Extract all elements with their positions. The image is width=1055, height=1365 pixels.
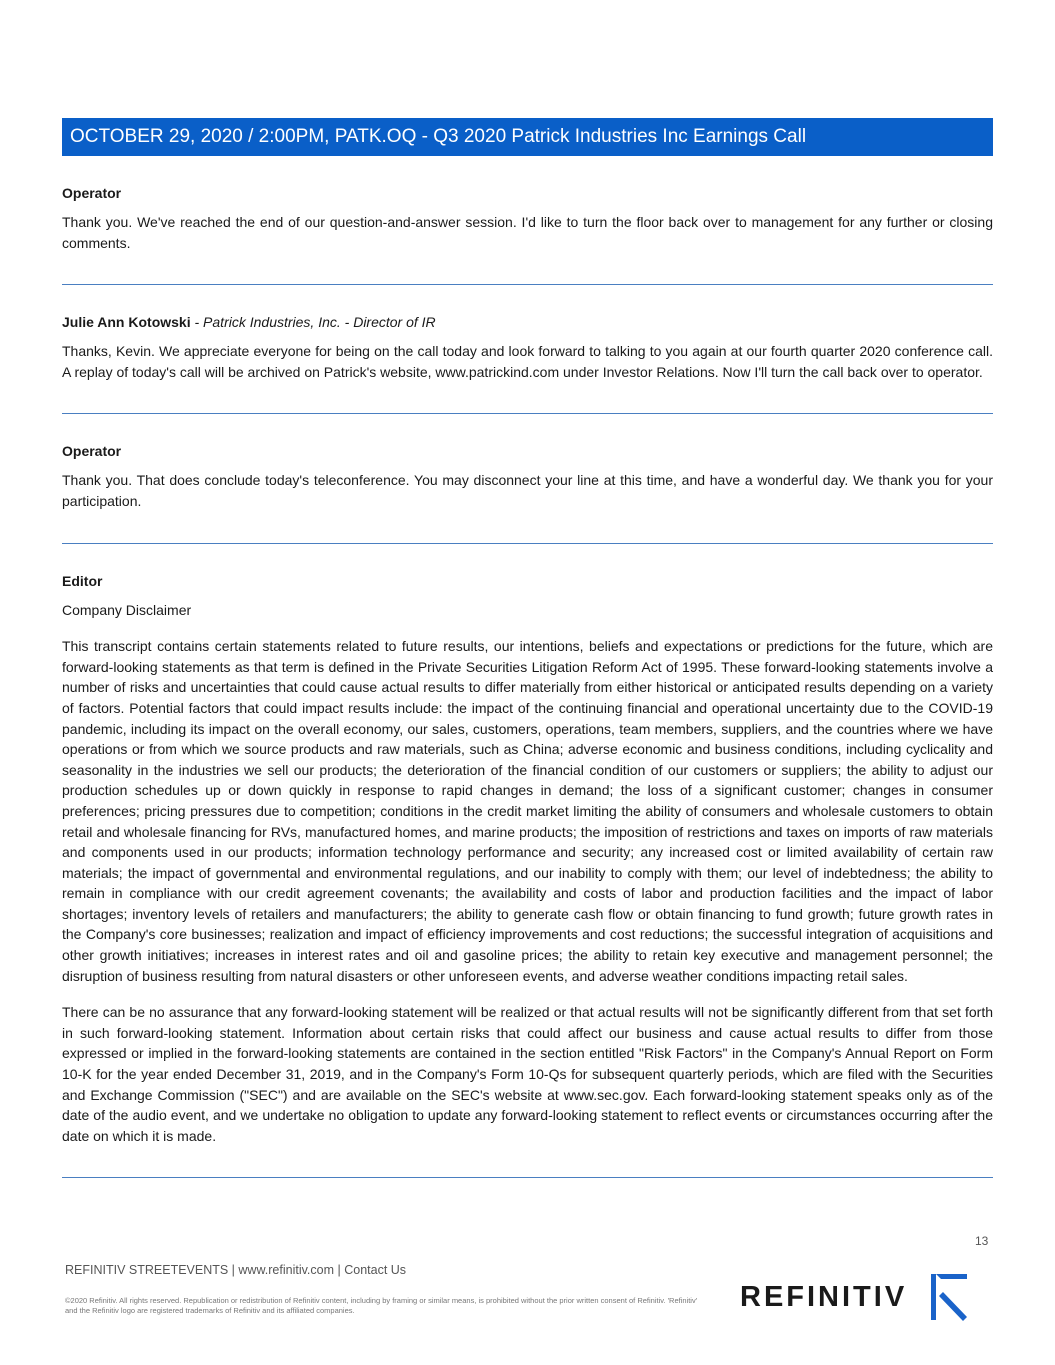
speaker-name: Operator xyxy=(62,443,122,460)
paragraph: There can be no assurance that any forward-looking statement will be realized or that actual results will not be significantly different from that set forth in such forward-looking statement. Information about certain risks that could affect our business and cause actual results to differ from those expressed or implied in the forward-looking statements are contained in the section entitled "Risk Factors" in the Company's Annual Report on Form 10-K for the year ended December 31, 2019, and in the Company's Form 10-Qs for subsequent quarterly periods, which are filed with the Securities and Exchange Commission ("SEC") and are available on the SEC's website at www.sec.gov. Each forward-looking statement speaks only as of the date of the audio event, and we undertake no obligation to update any forward-looking statement to reflect events or circumstances occurring after the date on which it is made. xyxy=(62,1004,993,1144)
document-header xyxy=(62,118,993,156)
paragraph: This transcript contains certain statements related to future results, our intentions, beliefs and expectations or predictions for the future, which are forward-looking statements as that term is defined in the Private Securities Litigation Reform Act of 1995. These forward-looking statements involve a number of risks and uncertainties that could cause actual results to differ materially from either historical or anticipated results depending on a variety of factors. Potential factors that could impact results include: the impact of the continuing financial and operational uncertainty due to the COVID-19 pandemic, including its impact on the overall economy, our sales, customers, operations, team members, suppliers, and the countries where we have operations or from which we source products and raw materials, such as China; adverse economic and business conditions, including cyclicality and seasonality in the industries we sell our products; the deterioration of the financial condition of our customers or suppliers; the ability to adjust our production schedules up or down quickly in response to rapid changes in demand; the loss of a significant customer; changes in consumer preferences; pricing pressures due to competition; conditions in the credit market limiting the ability of consumers and wholesale customers to obtain retail and wholesale financing for RVs, manufactured homes, and marine products; the imposition of restrictions and taxes on imports of raw materials and components used in our products; information technology performance and security; any increased cost or limited availability of certain raw materials; the impact of governmental and environmental regulations, and our inability to comply with them; our level of indebtedness; the ability to remain in compliance with our credit agreement covenants; the availability and costs of labor and production facilities and the impact of labor shortages; inventory levels of retailers and manufacturers; the ability to generate cash flow or obtain financing to fund growth; future growth rates in the Company's core businesses; realization and impact of efficiency improvements and cost reductions; the successful integration of acquisitions and other growth initiatives; increases in interest rates and oil and gasoline prices; the ability to retain key executive and management personnel; the disruption of business resulting from natural disasters or other unforeseen events, and adverse weather conditions impacting retail sales. xyxy=(62,638,993,984)
transcript-section xyxy=(62,571,993,1147)
section-divider xyxy=(62,543,993,544)
transcript-section xyxy=(62,441,993,511)
paragraph: Thank you. We've reached the end of our question-and-answer session. I'd like to turn the floor back over to management for any further or closing comments. xyxy=(62,214,993,251)
copyright-notice: ©2020 Refinitiv. All rights reserved. Republication or redistribution of Refinitiv content, including by framing or similar means, is prohibited without the prior written consent of Refinitiv. 'Refinitiv' and the Refinitiv logo are registered trademarks of Refinitiv and its affiliated companies. xyxy=(65,1296,698,1315)
refinitiv-logo xyxy=(740,1272,969,1322)
paragraph: Company Disclaimer xyxy=(62,601,192,618)
transcript-section xyxy=(62,312,993,382)
footer-links[interactable]: REFINITIV STREETEVENTS | www.refinitiv.com | Contact Us xyxy=(65,1263,407,1277)
speaker-name: Julie Ann Kotowski xyxy=(62,314,191,331)
transcript-section xyxy=(62,183,993,253)
speaker-line xyxy=(62,312,993,332)
refinitiv-mark-icon xyxy=(929,1272,969,1322)
speaker-name: Operator xyxy=(62,185,122,201)
paragraph: Thanks, Kevin. We appreciate everyone for being on the call today and look forward to talking to you again at our fourth quarter 2020 conference call. A replay of today's call will be archived on Patrick's website, www.patrickind.com under Investor Relations. Now I'll turn the call back over to operator. xyxy=(62,343,993,380)
page-number: 13 xyxy=(975,1234,989,1248)
speaker-title: - Patrick Industries, Inc. - Director of IR xyxy=(190,314,436,331)
section-divider xyxy=(62,413,993,414)
paragraph: Thank you. That does conclude today's teleconference. You may disconnect your line at this time, and have a wonderful day. We thank you for your participation. xyxy=(62,472,993,509)
section-divider xyxy=(62,1177,993,1178)
header-title: OCTOBER 29, 2020 / 2:00PM, PATK.OQ - Q3 2020 Patrick Industries Inc Earnings Call xyxy=(70,126,807,147)
section-divider xyxy=(62,284,993,285)
logo-text: REFINITIV xyxy=(740,1280,908,1313)
speaker-name: Editor xyxy=(62,572,103,589)
transcript-content xyxy=(62,183,993,1178)
